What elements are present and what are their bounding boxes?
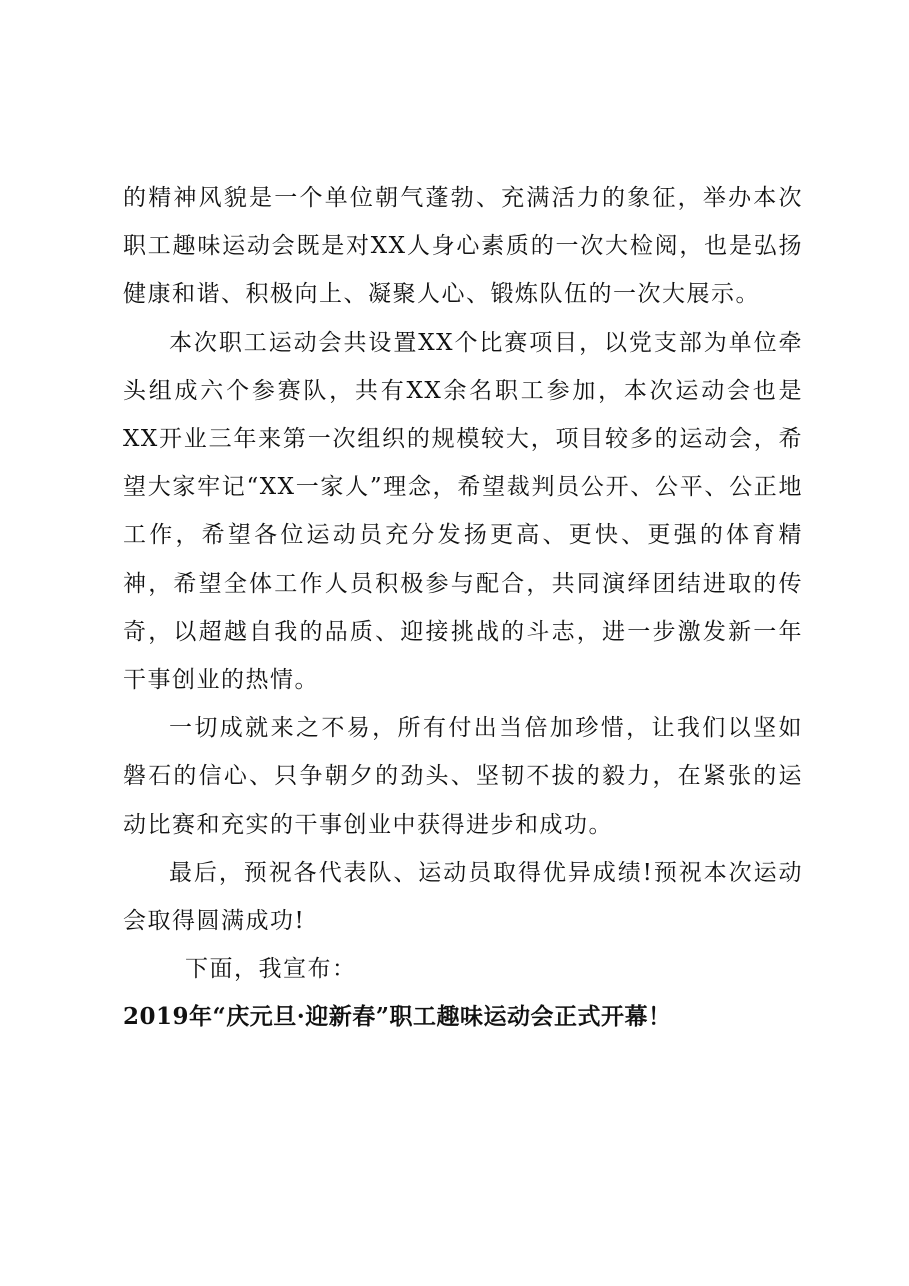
paragraph-continuation: 的精神风貌是一个单位朝气蓬勃、充满活力的象征，举办本次职工趣味运动会既是对XX人身心素质的一次大检阅，也是弘扬健康和谐、积极向上、凝聚人心、锻炼队伍的一次大展示。 xyxy=(123,185,803,308)
paragraph-announcement: 下面，我宣布： xyxy=(185,956,357,983)
paragraph-event-overview: 本次职工运动会共设置XX个比赛项目，以党支部为单位牵头组成六个参赛队，共有XX余名职工参加，本次运动会也是XX开业三年来第一次组织的规模较大，项目较多的运动会，希望大家牢记“XX一家人”理念，希望裁判员公开、公平、公正地工作，希望各位运动员充分发扬更高、更快、更强的体育精神，希望全体工作人员积极参与配合，共同演绎团结进取的传奇，以超越自我的品质、迎接挑战的斗志，进一步激发新一年干事创业的热情。 xyxy=(123,329,803,694)
document-body xyxy=(123,174,803,1042)
opening-declaration: 2019年“庆元旦·迎新春”职工趣味运动会正式开幕！ xyxy=(123,1003,672,1031)
paragraph-wishes: 最后，预祝各代表队、运动员取得优异成绩!预祝本次运动会取得圆满成功! xyxy=(123,859,803,935)
paragraph-encouragement: 一切成就来之不易，所有付出当倍加珍惜，让我们以坚如磐石的信心、只争朝夕的劲头、坚韧不拔的毅力，在紧张的运动比赛和充实的干事创业中获得进步和成功。 xyxy=(123,715,803,838)
